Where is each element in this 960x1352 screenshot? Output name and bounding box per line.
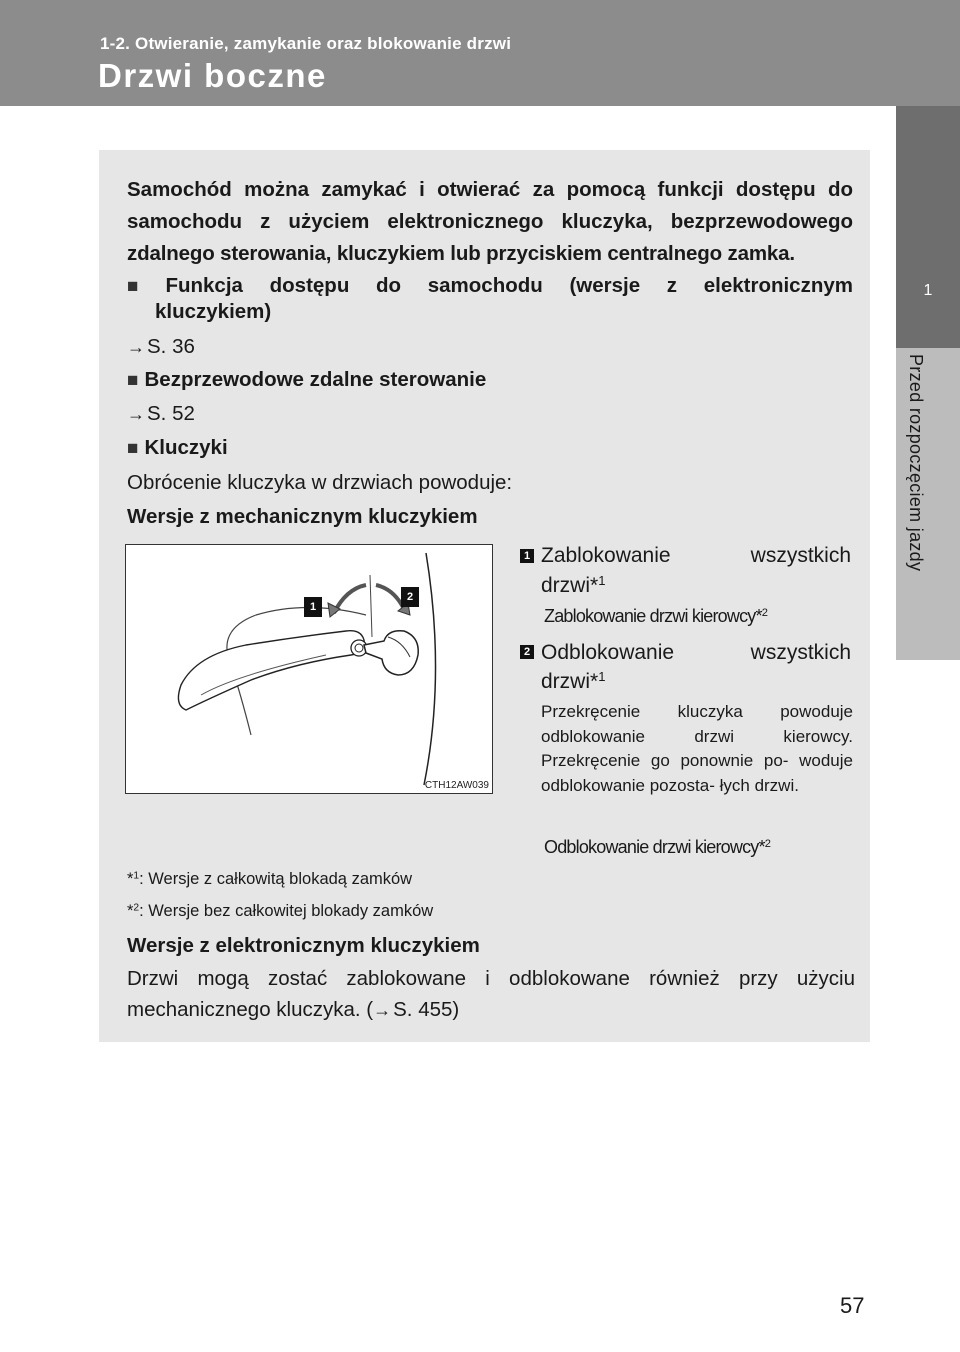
chapter-tab[interactable] [896, 106, 960, 348]
square-bullet-icon: ■ [127, 276, 160, 297]
ref-link-s36[interactable]: →S. 36 [127, 335, 195, 358]
door-handle-illustration [126, 545, 492, 793]
item2-note: Przekręcenie kluczyka powoduje odblokowanie drzwi kierowcy. Przekręcenie go ponownie po- woduje odblokowanie pozosta- łych drzwi. [541, 702, 853, 795]
section-label: 1-2. Otwieranie, zamykanie oraz blokowanie drzwi [100, 34, 512, 53]
mechanical-key-title: Wersje z mechanicznym kluczykiem [127, 505, 478, 528]
item1-line1: Zablokowanie wszystkich [541, 544, 851, 567]
electronic-key-title: Wersje z elektronicznym kluczykiem [127, 934, 480, 957]
electronic-line-1: Drzwi mogą zostać zablokowane i odblokowane również przy użyciu [127, 967, 855, 990]
square-bullet-icon: ■ [127, 370, 139, 391]
door-handle-figure [125, 544, 493, 794]
page-title: Drzwi boczne [98, 57, 327, 94]
footnote-1: *$^1$: Wersje z całkowitą blokadą zamków [127, 870, 413, 888]
figure-badge-2: 2 [401, 587, 419, 607]
intro-line-1: Samochód można zamykać i otwierać za pomocą funkcji dostępu do [127, 178, 853, 201]
ref-link-s455[interactable]: S. 455) [393, 998, 460, 1021]
item2-line1: Odblokowanie wszystkich [541, 641, 851, 664]
arrow-right-icon: → [127, 404, 145, 424]
section-kluczyki-title: ■ Kluczyki [127, 436, 228, 459]
section-funkcja-title: ■ Funkcja dostępu do samochodu (wersje z elektronicznym [127, 274, 853, 297]
intro-line-3: zdalnego sterowania, kluczykiem lub przyciskiem centralnego zamka. [127, 242, 795, 265]
figure-badge-1: 1 [304, 597, 322, 617]
arrow-right-icon: → [127, 337, 145, 357]
ref-link-s52[interactable]: →S. 52 [127, 402, 195, 425]
chapter-number: 1 [923, 282, 933, 299]
intro-line-2: samochodu z użyciem elektronicznego kluczyka, bezprzewodowego [127, 210, 853, 233]
figure-code: CTH12AW039 [424, 780, 489, 791]
chapter-label: Przed rozpoczęciem jazdy [906, 354, 926, 572]
kluczyki-text: Obrócenie kluczyka w drzwiach powoduje: [127, 471, 513, 494]
item-badge-2: 2 [520, 645, 534, 659]
item2-alt: Odblokowanie drzwi kierowcy*$^2$ [544, 837, 771, 857]
section-zdalne-title: ■ Bezprzewodowe zdalne sterowanie [127, 368, 487, 391]
page-number: 57 [840, 1293, 865, 1318]
arrow-right-icon: → [373, 1000, 392, 1020]
item1-alt: Zablokowanie drzwi kierowcy*$^2$ [544, 606, 768, 626]
page-header [0, 0, 960, 106]
item2-line2: drzwi*$^1$ [541, 668, 606, 693]
section-funkcja-title-cont: kluczykiem) [155, 300, 272, 323]
square-bullet-icon: ■ [127, 438, 139, 459]
footnote-2: *$^2$: Wersje bez całkowitej blokady zamków [127, 902, 434, 920]
item-badge-1: 1 [520, 549, 534, 563]
electronic-line-2: mechanicznego kluczyka. (→S. 455) [127, 998, 460, 1021]
item1-line2: drzwi*$^1$ [541, 572, 606, 597]
